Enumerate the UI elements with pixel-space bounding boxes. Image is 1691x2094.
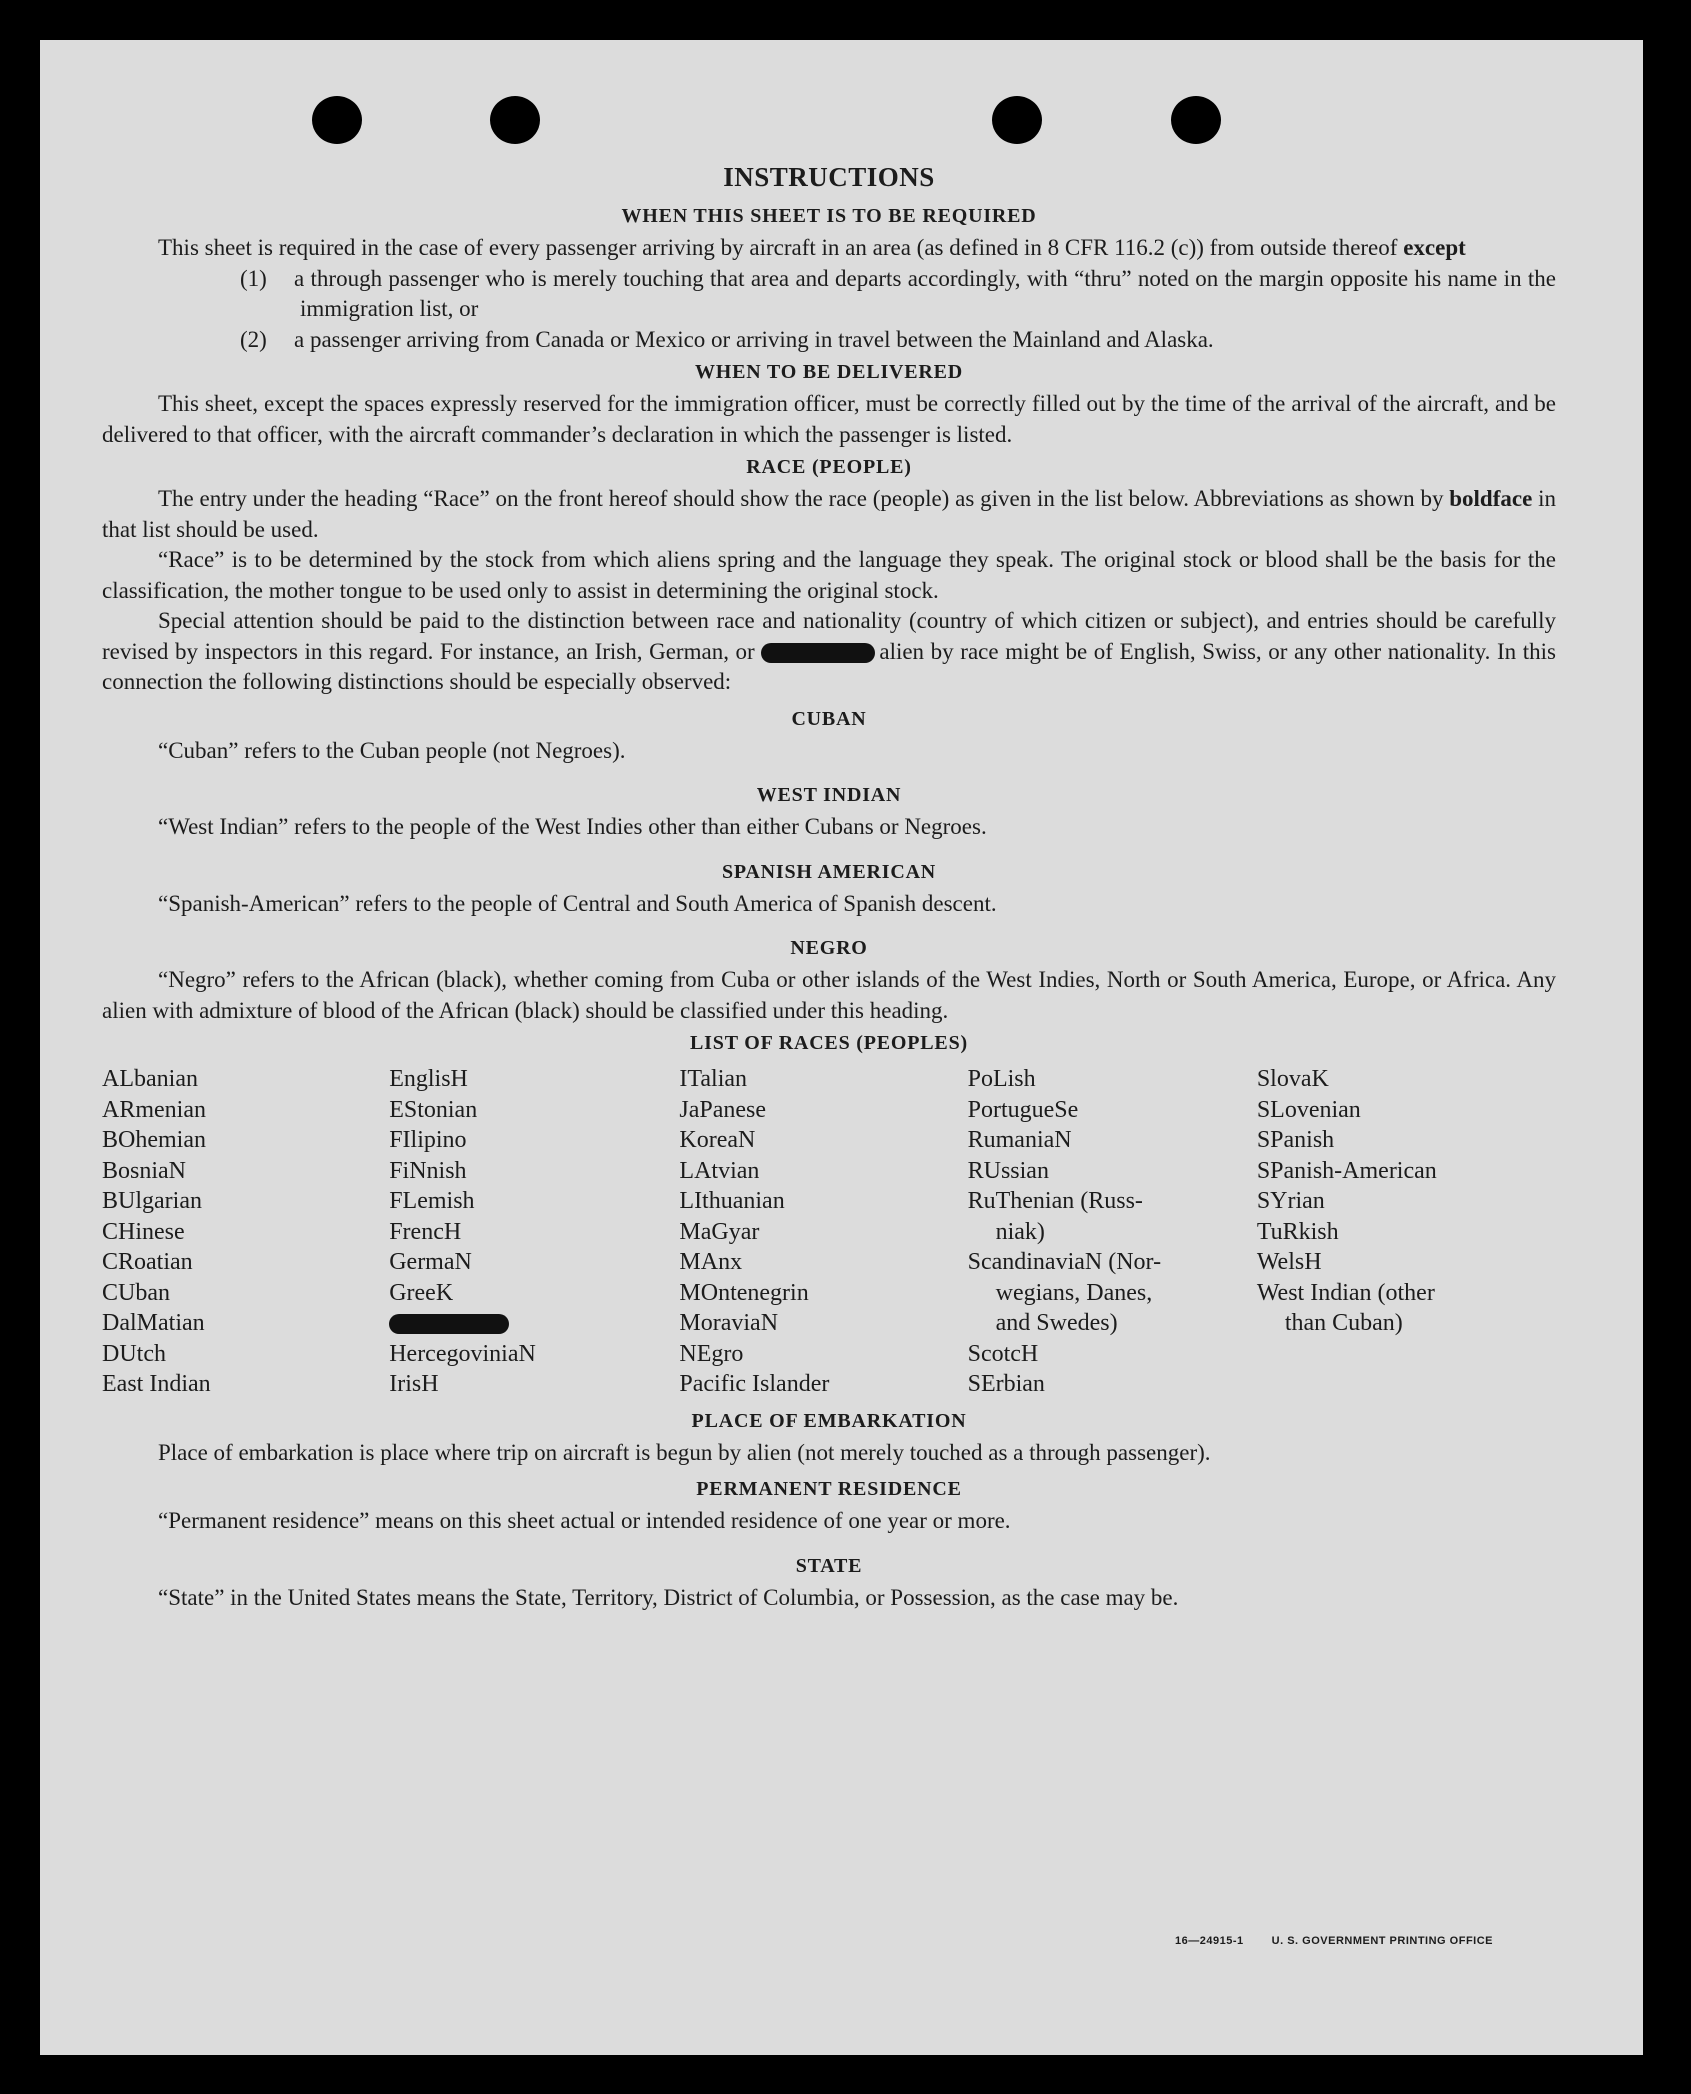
race-entry: CUban xyxy=(102,1279,170,1306)
race-entry: West Indian (other xyxy=(1256,1279,1435,1306)
document-sheet xyxy=(40,40,1643,2055)
section-heading-delivered: WHEN TO BE DELIVERED xyxy=(694,361,964,383)
printer-name: U. S. GOVERNMENT PRINTING OFFICE xyxy=(1271,1935,1493,1947)
required-item-1: (1) a through passenger who is merely touching that area and departs accordingly, with “thru” noted on the margin opposite his name in the immigration list, or xyxy=(240,265,1556,321)
race-entry: NEgro xyxy=(679,1340,744,1367)
race-entry: ScotcH xyxy=(967,1340,1039,1367)
race-entry: SYrian xyxy=(1256,1188,1325,1214)
west-indian-text: “West Indian” refers to the people of the West Indies other than either Cubans or Negroes. xyxy=(158,814,987,839)
redaction-mark xyxy=(389,1314,509,1334)
race-entry: ARmenian xyxy=(102,1096,206,1123)
race-entry: SlovaK xyxy=(1256,1066,1329,1092)
race-entry: EnglisH xyxy=(389,1066,468,1092)
section-heading-embarkation: PLACE OF EMBARKATION xyxy=(691,1409,967,1432)
race-entry: BUlgarian xyxy=(102,1188,202,1214)
required-intro: This sheet is required in the case of every passenger arriving by aircraft in an area (as defined in 8 CFR 116.2 (c)) from outside thereof except xyxy=(158,235,1466,260)
embarkation-text: Place of embarkation is place where trip on aircraft is begun by alien (not merely touched as a through passenger). xyxy=(158,1439,1211,1465)
race-entry: GreeK xyxy=(389,1279,454,1306)
spanish-american-text: “Spanish-American” refers to the people of Central and South America of Spanish descent. xyxy=(158,890,997,916)
state-text: “State” in the United States means the State, Territory, District of Columbia, or Possession, as the case may be. xyxy=(158,1584,1179,1610)
section-heading-required: WHEN THIS SHEET IS TO BE REQUIRED xyxy=(621,205,1037,227)
race-entry: FiNnish xyxy=(389,1157,467,1184)
race-entry: ScandinaviaN (Nor- xyxy=(967,1249,1162,1275)
race-list-column-4 xyxy=(968,1064,1257,1400)
race-entry: DUtch xyxy=(102,1340,166,1367)
race-entry: CHinese xyxy=(102,1218,185,1245)
section-heading-race-list: LIST OF RACES (PEOPLES) xyxy=(690,1032,968,1054)
negro-text: “Negro” refers to the African (black), whether coming from Cuba or other islands of the West Indies, North or South America, Europe, or Africa. Any alien with admixture of blood of the African (black) should be classified under this heading. xyxy=(102,967,1556,1023)
race-entry: FIlipino xyxy=(389,1127,467,1153)
race-entry: LIthuanian xyxy=(679,1188,785,1214)
race-entry: ITalian xyxy=(679,1066,748,1092)
punch-hole xyxy=(490,96,540,144)
race-entry: MAnx xyxy=(679,1249,743,1275)
race-entry: East Indian xyxy=(102,1371,211,1397)
race-entry: KoreaN xyxy=(679,1127,756,1153)
race-entry: BosniaN xyxy=(102,1157,186,1184)
punch-hole xyxy=(312,96,362,144)
race-list-column-3 xyxy=(679,1064,967,1400)
race-entry: SErbian xyxy=(967,1371,1045,1397)
race-list xyxy=(102,1064,1556,1400)
race-entry: RUssian xyxy=(967,1157,1049,1184)
race-entry: MOntenegrin xyxy=(679,1279,809,1306)
race-entry: FLemish xyxy=(389,1188,475,1214)
instructions-content xyxy=(102,162,1556,1613)
race-entry: GermaN xyxy=(389,1249,472,1275)
race-entry: FrencH xyxy=(389,1218,462,1245)
race-entry: JaPanese xyxy=(679,1096,767,1123)
race-entry-continued: wegians, Danes, xyxy=(995,1279,1153,1306)
residence-text: “Permanent residence” means on this sheet actual or intended residence of one year or more. xyxy=(158,1508,1011,1533)
section-heading-spanish-american: SPANISH AMERICAN xyxy=(721,860,937,883)
race-entry: MaGyar xyxy=(679,1218,760,1245)
redaction-mark xyxy=(761,643,875,663)
race-entry: SPanish-American xyxy=(1256,1157,1437,1184)
section-heading-race: RACE (PEOPLE) xyxy=(746,456,912,478)
page-title: INSTRUCTIONS xyxy=(723,162,935,192)
race-entry: CRoatian xyxy=(102,1249,193,1275)
race-paragraph-3: Special attention should be paid to the distinction between race and nationality (country of which citizen or subject), and entries should be carefully revised by inspectors in this regard. For instance, an Irish, German, or alien by race might be of English, Swiss, or any other nationality. In this connection the following distinctions should be especially observed: xyxy=(102,608,1557,694)
required-item-2: (2) a passenger arriving from Canada or Mexico or arriving in travel between the Mainland and Alaska. xyxy=(240,326,1214,352)
cuban-text: “Cuban” refers to the Cuban people (not Negroes). xyxy=(158,737,626,763)
race-entry: SPanish xyxy=(1256,1127,1335,1153)
printer-footer xyxy=(1147,1935,1493,1947)
race-entry: SLovenian xyxy=(1256,1096,1361,1123)
race-entry: MoraviaN xyxy=(679,1310,779,1336)
race-list-column-2 xyxy=(389,1064,679,1400)
section-heading-residence: PERMANENT RESIDENCE xyxy=(696,1478,962,1500)
race-entry: RumaniaN xyxy=(967,1127,1072,1153)
race-entry: DalMatian xyxy=(102,1310,205,1336)
race-paragraph-1: The entry under the heading “Race” on the front hereof should show the race (people) as given in the list below. Abbreviations as shown by boldface in that list should be used. xyxy=(102,486,1557,542)
race-entry-continued: and Swedes) xyxy=(995,1310,1118,1336)
section-heading-state: STATE xyxy=(795,1554,863,1577)
race-entry-continued: than Cuban) xyxy=(1284,1310,1403,1336)
race-entry: WelsH xyxy=(1256,1249,1322,1275)
section-heading-cuban: CUBAN xyxy=(791,707,867,730)
race-paragraph-2: “Race” is to be determined by the stock from which aliens spring and the language they speak. The original stock or blood shall be the basis for the classification, the mother tongue to be used only to assist in determining the original stock. xyxy=(102,547,1556,603)
section-heading-west-indian: WEST INDIAN xyxy=(756,784,902,806)
delivered-text: This sheet, except the spaces expressly reserved for the immigration officer, must be correctly filled out by the time of the arrival of the aircraft, and be delivered to that officer, with the aircraft commander’s declaration in which the passenger is listed. xyxy=(102,391,1556,447)
punch-hole xyxy=(1171,96,1221,144)
race-list-column-1 xyxy=(102,1064,389,1400)
section-heading-negro: NEGRO xyxy=(790,937,868,959)
race-entry-continued: niak) xyxy=(995,1218,1045,1245)
race-entry: IrisH xyxy=(389,1371,439,1397)
race-entry: Pacific Islander xyxy=(679,1371,830,1397)
race-entry: TuRkish xyxy=(1256,1218,1339,1245)
race-entry: HercegoviniaN xyxy=(389,1340,536,1367)
form-number: 16—24915-1 xyxy=(1175,1935,1244,1947)
race-entry: PortugueSe xyxy=(967,1096,1079,1123)
race-entry-redacted xyxy=(389,1308,679,1339)
race-entry: PoLish xyxy=(967,1066,1036,1092)
race-entry: BOhemian xyxy=(102,1127,206,1153)
race-entry: LAtvian xyxy=(679,1157,760,1184)
race-entry: RuThenian (Russ- xyxy=(967,1188,1143,1214)
race-list-column-5 xyxy=(1257,1064,1556,1400)
race-entry: ALbanian xyxy=(102,1066,198,1092)
punch-hole xyxy=(992,96,1042,144)
race-entry: EStonian xyxy=(389,1096,478,1123)
